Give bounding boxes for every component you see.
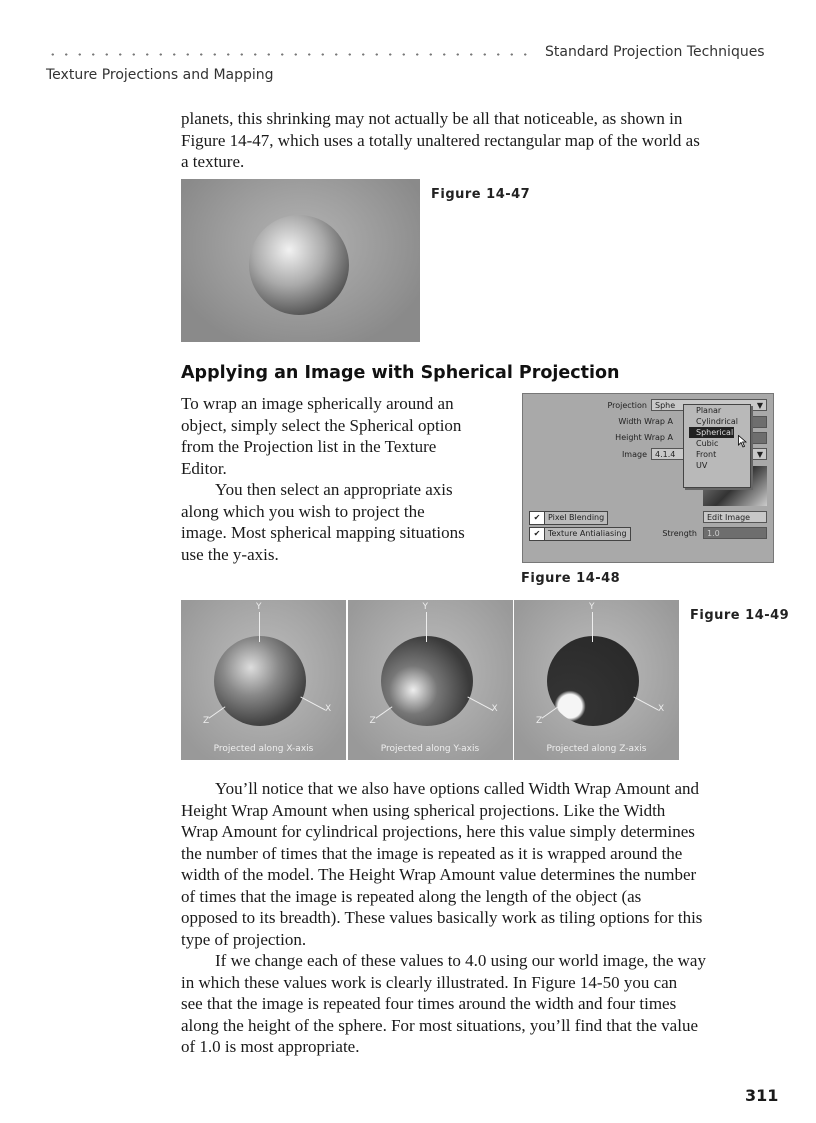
image-value: 4.1.4 [655,450,676,459]
text-line: type of projection. [181,929,307,949]
y-axis-label: Y [422,602,428,612]
projection-panel [181,600,346,760]
projection-label: Projection [607,401,647,410]
text-line: opposed to its breadth). These values basically work as tiling options for this [181,908,703,927]
running-header-section: Texture Projections and Mapping [46,67,274,83]
text-line: Figure 14-47, which uses a totally unaltered rectangular map of the world as [181,130,700,150]
text-line: planets, this shrinking may not actually be all that noticeable, as shown in [181,109,683,128]
projection-dropdown-menu [683,404,751,488]
menu-item-front[interactable]: Front [696,450,717,459]
projection-panel [514,600,679,760]
text-line: a texture. [181,152,245,171]
figure-caption: Figure 14-47 [431,187,531,202]
pixel-blending-checkbox[interactable] [529,511,608,525]
text-line: If we change each of these values to 4.0 using our world image, the way [215,951,706,970]
texture-antialiasing-label: Texture Antialiasing [548,529,627,538]
edit-image-button[interactable]: Edit Image [703,511,767,523]
figure-14-48-texture-editor [522,393,774,563]
y-axis-label: Y [589,602,595,612]
x-axis-line [633,696,658,710]
header-dot-leader [46,53,536,56]
panel-label: Projected along Y-axis [380,744,480,754]
cursor-icon [738,435,747,448]
page-number: 311 [745,1086,779,1105]
text-line: object, simply select the Spherical option [181,415,462,435]
text-line: use the y-axis. [181,544,279,564]
y-axis-line [426,612,427,642]
z-axis-label: Z [369,716,376,726]
x-axis-label: X [491,704,498,714]
text-line: To wrap an image spherically around an [181,394,454,413]
menu-item-cylindrical[interactable]: Cylindrical [696,417,738,426]
texture-antialiasing-checkbox[interactable] [529,527,631,541]
y-axis-line [259,612,260,642]
z-axis-line [209,706,226,718]
text-line: Wrap Amount for cylindrical projections, here this value simply determines [181,822,695,841]
running-header-chapter: Standard Projection Techniques [545,44,765,60]
z-axis-label: Z [536,716,543,726]
strength-label: Strength [662,529,697,538]
figure-caption: Figure 14-49 [690,608,790,623]
chevron-down-icon: ▼ [756,401,763,410]
paragraph-wrap-amount [181,778,702,950]
text-line: Editor. [181,458,227,478]
paragraph-spherical [181,393,461,479]
text-line: along which you wish to project the [181,501,425,521]
x-axis-line [467,696,492,710]
text-line: the number of times that the image is repeated as it is wrapped around the [181,843,683,863]
text-line: in which these values work is clearly illustrated. In Figure 14-50 you can [181,972,678,992]
globe-render [249,215,349,315]
checkmark-icon: ✔ [530,512,545,524]
figure-caption: Figure 14-48 [521,571,621,586]
height-wrap-label: Height Wrap A [615,433,673,442]
figure-14-47-image [181,179,420,342]
pixel-blending-label: Pixel Blending [548,513,605,522]
menu-item-uv[interactable]: UV [696,461,708,470]
globe-render [214,636,306,726]
paragraph-wrap-example [181,950,706,1058]
x-axis-label: X [658,704,665,714]
y-axis-line [592,612,593,642]
text-line: of times that the image is repeated along the length of the object (as [181,886,642,906]
chevron-down-icon: ▼ [756,450,763,459]
globe-render [547,636,639,726]
y-axis-label: Y [256,602,262,612]
projection-panel [348,600,513,760]
section-heading: Applying an Image with Spherical Projection [181,363,620,383]
text-line: width of the model. The Height Wrap Amount value determines the number [181,865,697,884]
image-label: Image [621,450,647,459]
text-line: from the Projection list in the Texture [181,437,437,456]
text-line: Height Wrap Amount when using spherical projections. Like the Width [181,800,666,820]
paragraph-intro [181,108,700,173]
projection-value: Sphe [655,401,676,410]
globe-render [381,636,473,726]
panel-label: Projected along Z-axis [546,744,647,754]
text-line: along the height of the sphere. For most situations, you’ll find that the value [181,1015,698,1035]
text-line: image. Most spherical mapping situations [181,523,465,542]
menu-item-spherical[interactable]: Spherical [689,427,734,438]
panel-label: Projected along X-axis [213,744,314,754]
menu-item-cubic[interactable]: Cubic [696,439,719,448]
text-line: You’ll notice that we also have options called Width Wrap Amount and [215,779,700,798]
text-line: see that the image is repeated four times around the width and four times [181,994,677,1013]
z-axis-line [542,706,559,718]
width-wrap-label: Width Wrap A [618,417,673,426]
checkmark-icon: ✔ [530,528,545,540]
z-axis-line [375,706,392,718]
strength-field[interactable]: 1.0 [703,527,767,539]
text-line: of 1.0 is most appropriate. [181,1037,360,1056]
x-axis-line [300,696,325,710]
text-line: You then select an appropriate axis [215,480,453,499]
menu-item-planar[interactable]: Planar [696,406,722,415]
paragraph-axis [181,479,465,565]
x-axis-label: X [325,704,332,714]
z-axis-label: Z [203,716,210,726]
